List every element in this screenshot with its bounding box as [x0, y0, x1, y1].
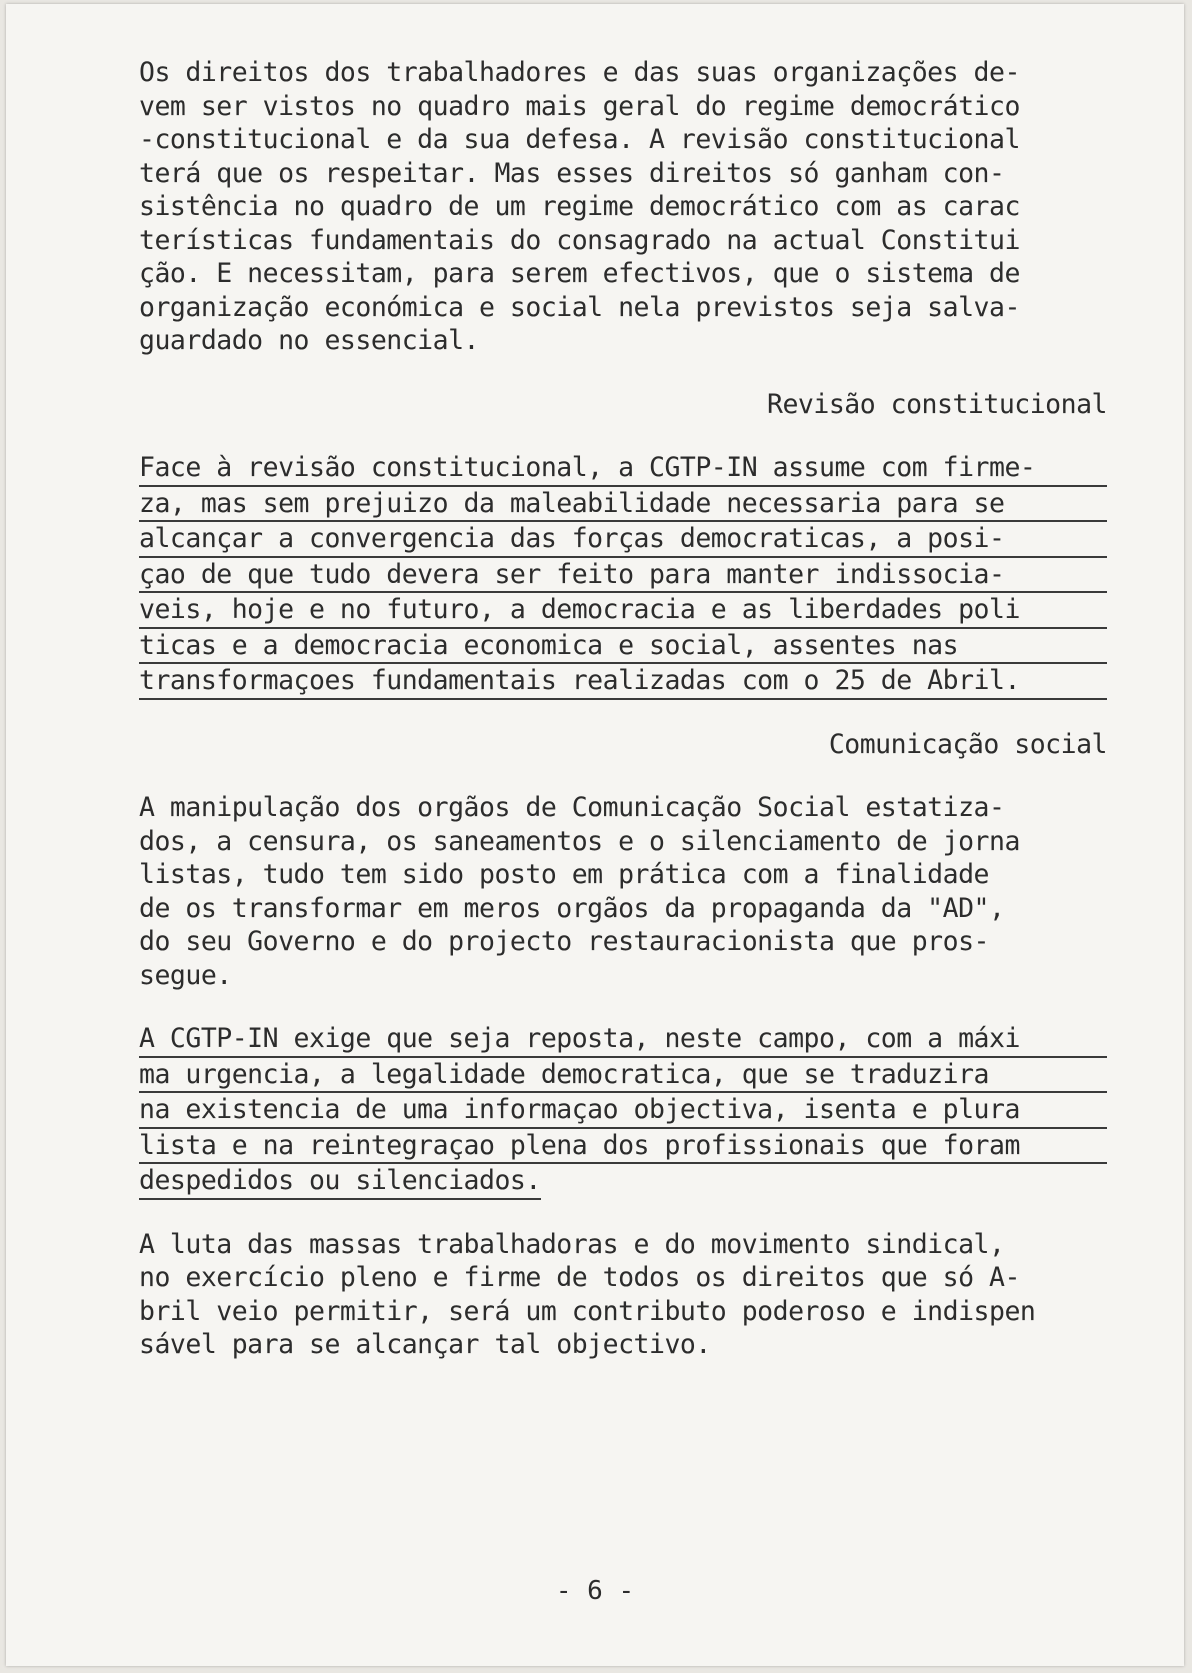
text-line: transformaçoes fundamentais realizadas com o 25 de Abril.: [139, 664, 1107, 700]
text-line: organização económica e social nela previstos seja salva-: [139, 291, 1020, 323]
text-line: A CGTP-IN exige que seja reposta, neste campo, com a máxi: [139, 1022, 1107, 1058]
text-line: za, mas sem prejuizo da maleabilidade necessaria para se: [139, 487, 1107, 523]
text-line: ticas e a democracia economica e social, assentes nas: [139, 629, 1107, 665]
text-line: guardado no essencial.: [139, 325, 479, 356]
text-line: terá que os respeitar. Mas esses direitos só ganham con-: [139, 157, 1005, 189]
text-line: no exercício pleno e firme de todos os direitos que só A-: [139, 1262, 1020, 1293]
text-line: dos, a censura, os saneamentos e o silenciamento de jorna: [139, 825, 1020, 857]
text-line: veis, hoje e no futuro, a democracia e as liberdades poli: [139, 593, 1107, 629]
text-line: na existencia de uma informaçao objectiva, isenta e plura: [139, 1093, 1107, 1129]
paragraph-manipulacao: [139, 791, 1107, 992]
text-line: çao de que tudo devera ser feito para manter indissocia-: [139, 558, 1107, 594]
text-line: ção. E necessitam, para serem efectivos, que o sistema de: [139, 258, 1020, 289]
page-content: [139, 56, 1107, 1392]
text-line: terísticas fundamentais do consagrado na actual Constitui: [139, 224, 1020, 256]
text-line: A luta das massas trabalhadoras e do movimento sindical,: [139, 1228, 1005, 1260]
text-line: despedidos ou silenciados.: [139, 1164, 541, 1200]
section-heading-revisao: Revisão constitucional: [767, 388, 1107, 420]
text-line: segue.: [139, 959, 232, 991]
text-line: vem ser vistos no quadro mais geral do regime democrático: [139, 90, 1020, 122]
paragraph-luta: [139, 1228, 1107, 1362]
text-line: -constitucional e da sua defesa. A revisão constitucional: [139, 124, 1020, 155]
paragraph-exige-underlined: [139, 1022, 1107, 1200]
text-line: Os direitos dos trabalhadores e das suas organizações de-: [139, 57, 1020, 88]
text-line: do seu Governo e do projecto restauracionista que pros-: [139, 926, 989, 957]
text-line: listas, tudo tem sido posto em prática com a finalidade: [139, 859, 989, 890]
text-line: sistência no quadro de um regime democrático com as carac: [139, 191, 1020, 222]
paragraph-worker-rights: [139, 56, 1107, 358]
text-line: sável para se alcançar tal objectivo.: [139, 1329, 711, 1360]
paragraph-revisao-underlined: [139, 451, 1107, 700]
text-line: Face à revisão constitucional, a CGTP-IN assume com firme-: [139, 451, 1107, 487]
document-page: [6, 4, 1184, 1666]
text-line: ma urgencia, a legalidade democratica, que se traduzira: [139, 1058, 1107, 1094]
page-number: - 6 -: [555, 1576, 635, 1606]
text-line: bril veio permitir, será um contributo poderoso e indispen: [139, 1295, 1036, 1327]
text-line: de os transformar em meros orgãos da propaganda da "AD",: [139, 892, 1005, 924]
text-line: A manipulação dos orgãos de Comunicação Social estatiza-: [139, 792, 1005, 823]
text-line: alcançar a convergencia das forças democraticas, a posi-: [139, 522, 1107, 558]
section-heading-comunicacao: Comunicação social: [828, 728, 1107, 760]
text-line: lista e na reintegraçao plena dos profissionais que foram: [139, 1129, 1107, 1165]
